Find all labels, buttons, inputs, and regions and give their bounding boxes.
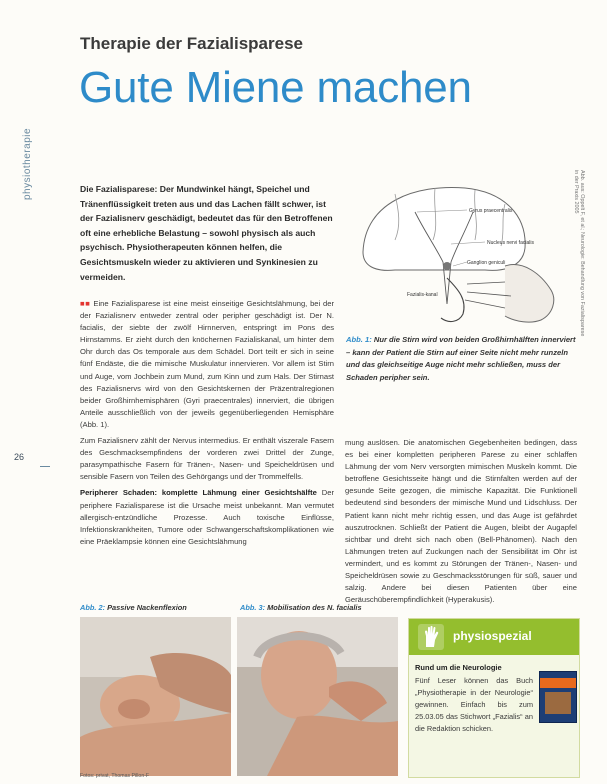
figure-label: Gyrus praecentralis [469, 208, 513, 214]
page-rule [40, 466, 50, 467]
article-marker: ■■ [80, 299, 91, 308]
book-cover-band [540, 678, 576, 688]
body-paragraph [80, 487, 334, 547]
figure-3-caption-text: Mobilisation des N. facialis [267, 603, 362, 612]
figure-2-caption-text: Passive Nackenflexion [107, 603, 187, 612]
figure-1-caption-label: Abb. 1: [346, 335, 372, 344]
box-heading: Rund um die Neurologie [415, 663, 502, 672]
brain-diagram [355, 182, 565, 327]
kicker: Therapie der Fazialisparese [80, 34, 303, 53]
hand-icon [417, 623, 445, 651]
headline: Gute Miene machen [79, 63, 472, 112]
photo-neck-flexion [80, 617, 231, 776]
book-cover-photo [545, 692, 571, 714]
box-header [409, 619, 579, 655]
body-text: Der periphere Fazialisparese ist die Ursache meist unbekannt. Man vermutet allergisch-entzündliche Prozesse. Auch toxische Einflüsse, Infektionskrankheiten, Tumore oder Schwangerschaftskomplikationen wie eine Präeklampsie können eine Gesichtslähmung [80, 488, 334, 546]
book-cover-image [539, 671, 577, 723]
figure-label: Nucleus nervi facialis [487, 240, 534, 246]
body-paragraph [80, 298, 334, 431]
figure-label: Ganglion geniculi [467, 260, 506, 266]
figure-2-caption-label: Abb. 2: [80, 603, 106, 612]
figure-2-caption [80, 603, 187, 612]
box-title: physiospezial [453, 629, 532, 643]
body-column-1 [80, 298, 334, 552]
body-paragraph: Zum Fazialisnerv zählt der Nervus intermedius. Er enthält viszerale Fasern des Geschmacksempfindens der vorderen zwei Drittel der Zunge, parasympathische Fasern für Tränen-, Nasen- und Speicheldrüsen und sensible Fasern von Teilen des Gehörgangs und der Trommelfells. [80, 436, 334, 482]
body-column-2: mung auslösen. Die anatomischen Gegebenheiten bedingen, dass es bei einer kompletten peripheren Parese zu einer schlaffen Lähmung der vom Nerv versorgten mimischen Muskeln kommt. Die betroffene Gesichtsseite hängt und die Stirnfalten werden auf der gesunde Seite gezogen, die mimische Kapazität. Die Funktionell bedeutend sind besonders der mimische Mund und Lidschluss. Der Patient kann nicht mehr richtig essen, und das Auge ist gefährdet auszutrocknen. Schließt der Patient die Augen, bleibt der Augapfel sichtbar und dreht sich nach oben (Bell-Phänomen). Nach den Lähmungen treten auf Zuckungen nach der Sensibilität im Ohr ist vermindert, und es kommt zu Störungen der Tränen-, Nasen- und Speicheldrüsen sowie zu Geschmacksstörungen für süß, sauer und salzig. Andere bei diesen Patienten über eine Geräuschüberempfindlichkeit (Hyperakusis). [345, 438, 577, 605]
section-label: physiotherapie [22, 127, 33, 200]
figure-3-caption-label: Abb. 3: [240, 603, 266, 612]
figure-1-caption [346, 334, 578, 384]
page-number: 26 [14, 452, 25, 462]
figure-3-caption [240, 603, 362, 612]
body-text: Eine Fazialisparese ist eine meist einseitige Gesichtslähmung, bei der der Fazialisnerv entweder zentral oder peripher geschädigt ist. Der N. facialis, der siebte der zwölf Hirnnerven, entspringt im Pons des Hirnstamms. Er zieht durch den knöchernen Fazialiskanal, um hinter dem Ohr durch das Os temporale aus dem Schädel. Dort teilt er sich in seine fünf Endäste, die die mimische Muskulatur innervieren. Vor allem ist Stirn und Auge, vom Jochbein zum Mund, zum Kinn und zum Hals. Der Stirnast des Fazialisnervs wird von den Gesichtskernen der Präzentralregionen beider Großhirnhemisphären (Gyri praecentrales) innerviert, die übrigen Anteile ausschließlich von der jeweils gegenüberliegenden Hemisphäre (Abb. 1). [80, 299, 334, 429]
photo-credit: Fotos: privat, Thomas Pillon-F [80, 773, 150, 779]
figure-label: Fazialis-kanal [407, 292, 438, 298]
physiospezial-box [408, 618, 580, 778]
box-text: Fünf Leser können das Buch „Physiotherapie in der Neurologie“ gewinnen. Einfach bis zum 25.03.05 das Stichwort „Fazialis“ an die Redaktion schicken. [415, 676, 533, 733]
lead-paragraph: Die Fazialisparese: Der Mundwinkel hängt, Speichel und Tränenflüssigkeit treten aus und das Lachen fällt schwer, ist der Fazialisnerv geschädigt, bedeutet das für den Betroffenen oft eine erhebliche Belastung – sowohl physisch als auch psychisch. Physiotherapeuten können helfen, die Gesichtsmuskeln wieder zu aktivieren und Synkinesien zu vermeiden. [80, 184, 333, 282]
figure-1-caption-text: Nur die Stirn wird von beiden Großhirnhälften innerviert – kann der Patient die Stirn auf einer Seite nicht mehr runzeln und das gleichseitige Auge nicht mehr schließen, muss der Schaden peripher sein. [346, 335, 576, 382]
photo-facial-mobilisation [237, 617, 398, 776]
subheading: Peripherer Schaden: komplette Lähmung einer Gesichtshälfte [80, 488, 317, 498]
figure-credit: Abb. aus: Oppelt F, et al.; Neurologie: Behandlung von Fazialisparese in der Praxis 2005 [573, 170, 585, 337]
